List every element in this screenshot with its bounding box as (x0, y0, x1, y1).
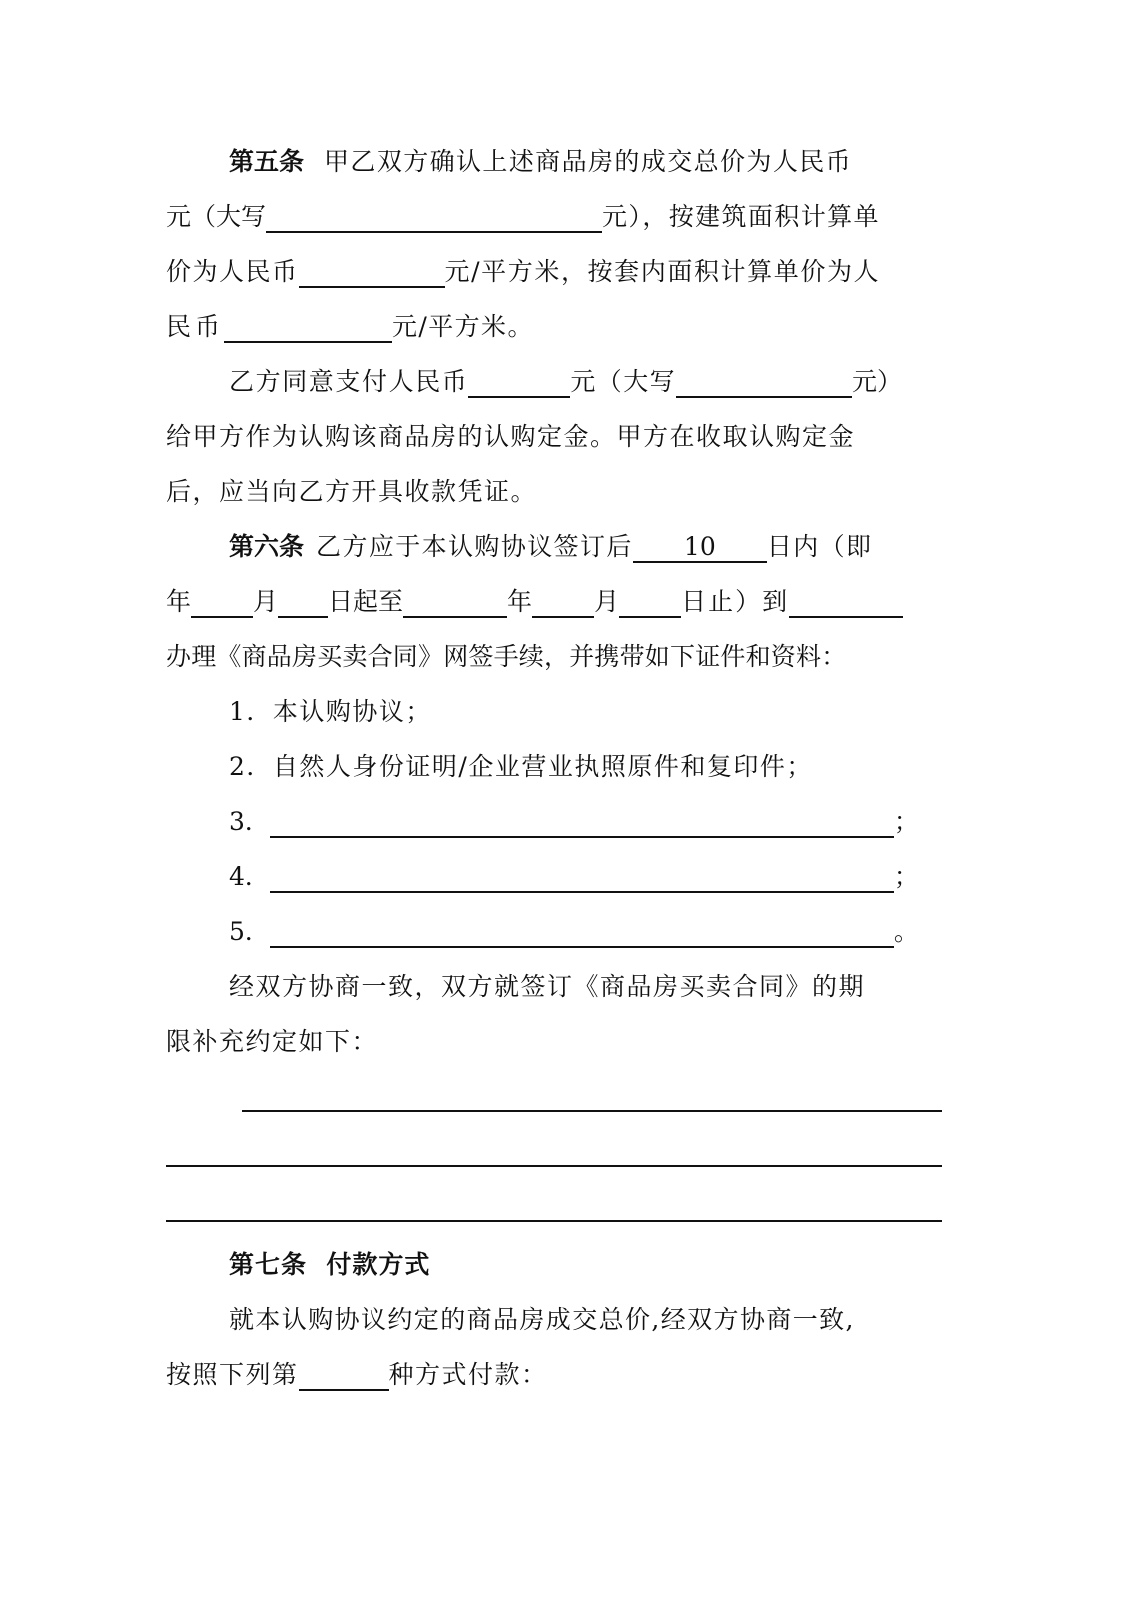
list-item-3-num: 3． (229, 807, 270, 836)
deposit-line2 (166, 417, 855, 457)
list-item (229, 912, 919, 952)
list-item (229, 692, 432, 732)
article5-text2a: 元（大写 (166, 202, 267, 231)
article5-text3a: 价为人民币 (166, 257, 299, 286)
article7-text2a: 按照下列第 (166, 1360, 299, 1389)
article7-text1: 就本认购协议约定的商品房成交总价,经双方协商一致, (229, 1305, 855, 1334)
list-item-3-blank[interactable] (270, 802, 894, 838)
list-item-3-end: ； (893, 807, 919, 836)
article6-line3 (166, 637, 846, 677)
list-item-4-blank[interactable] (270, 857, 894, 893)
supplement-line1 (229, 967, 865, 1007)
article5-line3 (166, 252, 880, 292)
article5-text1: 甲乙双方确认上述商品房的成交总价为人民币 (324, 147, 853, 176)
list-item-2: 2．自然人身份证明/企业营业执照原件和复印件； (229, 752, 813, 781)
deposit-text1a: 乙方同意支付人民币 (229, 367, 469, 396)
list-item-1: 1．本认购协议； (229, 697, 432, 726)
article5-text4b: 元/平方米。 (392, 312, 534, 341)
deposit-line1 (229, 362, 902, 402)
list-item (229, 802, 919, 842)
month-blank-2[interactable] (619, 582, 681, 618)
article5-heading: 第五条 (229, 147, 305, 176)
article5-line1 (229, 142, 852, 182)
month-blank-1[interactable] (278, 582, 328, 618)
unit-price-inner-blank[interactable] (224, 307, 392, 343)
days-value: 10 (683, 532, 716, 561)
article5-text2b: 元），按建筑面积计算单 (602, 202, 880, 231)
unit-price-building-blank[interactable] (299, 252, 445, 288)
deposit-text3: 后，应当向乙方开具收款凭证。 (166, 477, 538, 506)
day-to-label: 日止）到 (681, 587, 790, 616)
supplement-blank-line-1[interactable] (242, 1110, 942, 1112)
article7-heading-line (229, 1245, 430, 1285)
deposit-text1c: 元） (852, 367, 903, 396)
deposit-text1b: 元（大写 (570, 367, 677, 396)
total-price-words-blank[interactable] (266, 197, 602, 233)
article7-heading: 第七条 付款方式 (229, 1250, 431, 1279)
day-blank-1[interactable] (403, 582, 507, 618)
supplement-blank-line-3[interactable] (166, 1220, 942, 1222)
month-label-2: 月 (594, 587, 620, 616)
article5-line2 (166, 197, 880, 237)
year-blank-2[interactable] (532, 582, 594, 618)
list-item-4-num: 4． (229, 862, 270, 891)
day-from-label: 日起至 (328, 587, 404, 616)
list-item-4-end: ； (893, 862, 919, 891)
article6-heading: 第六条 (229, 532, 305, 561)
article5-text4a: 民币 (166, 312, 225, 341)
location-blank[interactable] (789, 582, 903, 618)
deposit-amount-blank[interactable] (468, 362, 570, 398)
article5-text3b: 元/平方米，按套内面积计算单价为人 (444, 257, 881, 286)
article6-text1a: 乙方应于本认购协议签订后 (316, 532, 633, 561)
article5-line4 (166, 307, 534, 347)
list-item-5-end: 。 (893, 917, 919, 946)
list-item (229, 747, 813, 787)
deposit-line3 (166, 472, 537, 512)
article6-line1 (229, 527, 872, 567)
supplement-text1: 经双方协商一致，双方就签订《商品房买卖合同》的期 (229, 972, 866, 1001)
list-item-5-num: 5． (229, 917, 270, 946)
list-item (229, 857, 919, 897)
article6-line2 (166, 582, 903, 622)
article7-text2b: 种方式付款： (388, 1360, 548, 1389)
article6-text1b: 日内（即 (766, 532, 873, 561)
supplement-line2 (166, 1022, 378, 1062)
payment-method-blank[interactable] (299, 1355, 389, 1391)
month-label-1: 月 (253, 587, 279, 616)
list-item-5-blank[interactable] (270, 912, 894, 948)
deposit-text2: 给甲方作为认购该商品房的认购定金。甲方在收取认购定金 (166, 422, 856, 451)
year-blank-1[interactable] (191, 582, 253, 618)
year-label-1: 年 (166, 587, 192, 616)
year-label-2: 年 (507, 587, 533, 616)
article7-line2 (166, 1355, 548, 1395)
article6-text3: 办理《商品房买卖合同》网签手续，并携带如下证件和资料： (166, 642, 847, 671)
supplement-text2: 限补充约定如下： (166, 1027, 379, 1056)
days-blank[interactable] (633, 527, 767, 563)
supplement-blank-line-2[interactable] (166, 1165, 942, 1167)
deposit-words-blank[interactable] (676, 362, 852, 398)
article7-line1 (229, 1300, 855, 1340)
